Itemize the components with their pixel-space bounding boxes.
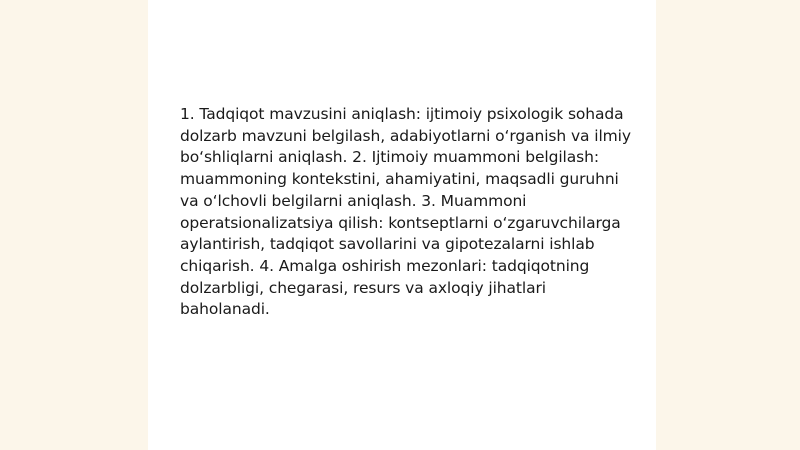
body-paragraph: 1. Tadqiqot mavzusini aniqlash: ijtimoiy psixologik sohada dolzarb mavzuni belgilash, adabiyotlarni o‘rganish va ilmiy bo‘shliqlarni aniqlash. 2. Ijtimoiy muammoni belgilash: muammoning kontekstini, ahamiyatini, maqsadli guruhni va o‘lchovli belgilarni aniqlash. 3. Muammoni operatsionalizatsiya qilish: kontseptlarni o‘zgaruvchilarga aylantirish, tadqiqot savollarini va gipotezalarni ishlab chiqarish. 4. Amalga oshirish mezonlari: tadqiqotning dolzarbligi, chegarasi, resurs va axloqiy jihatlari baholanadi. (180, 105, 631, 319)
document-page (148, 0, 656, 450)
